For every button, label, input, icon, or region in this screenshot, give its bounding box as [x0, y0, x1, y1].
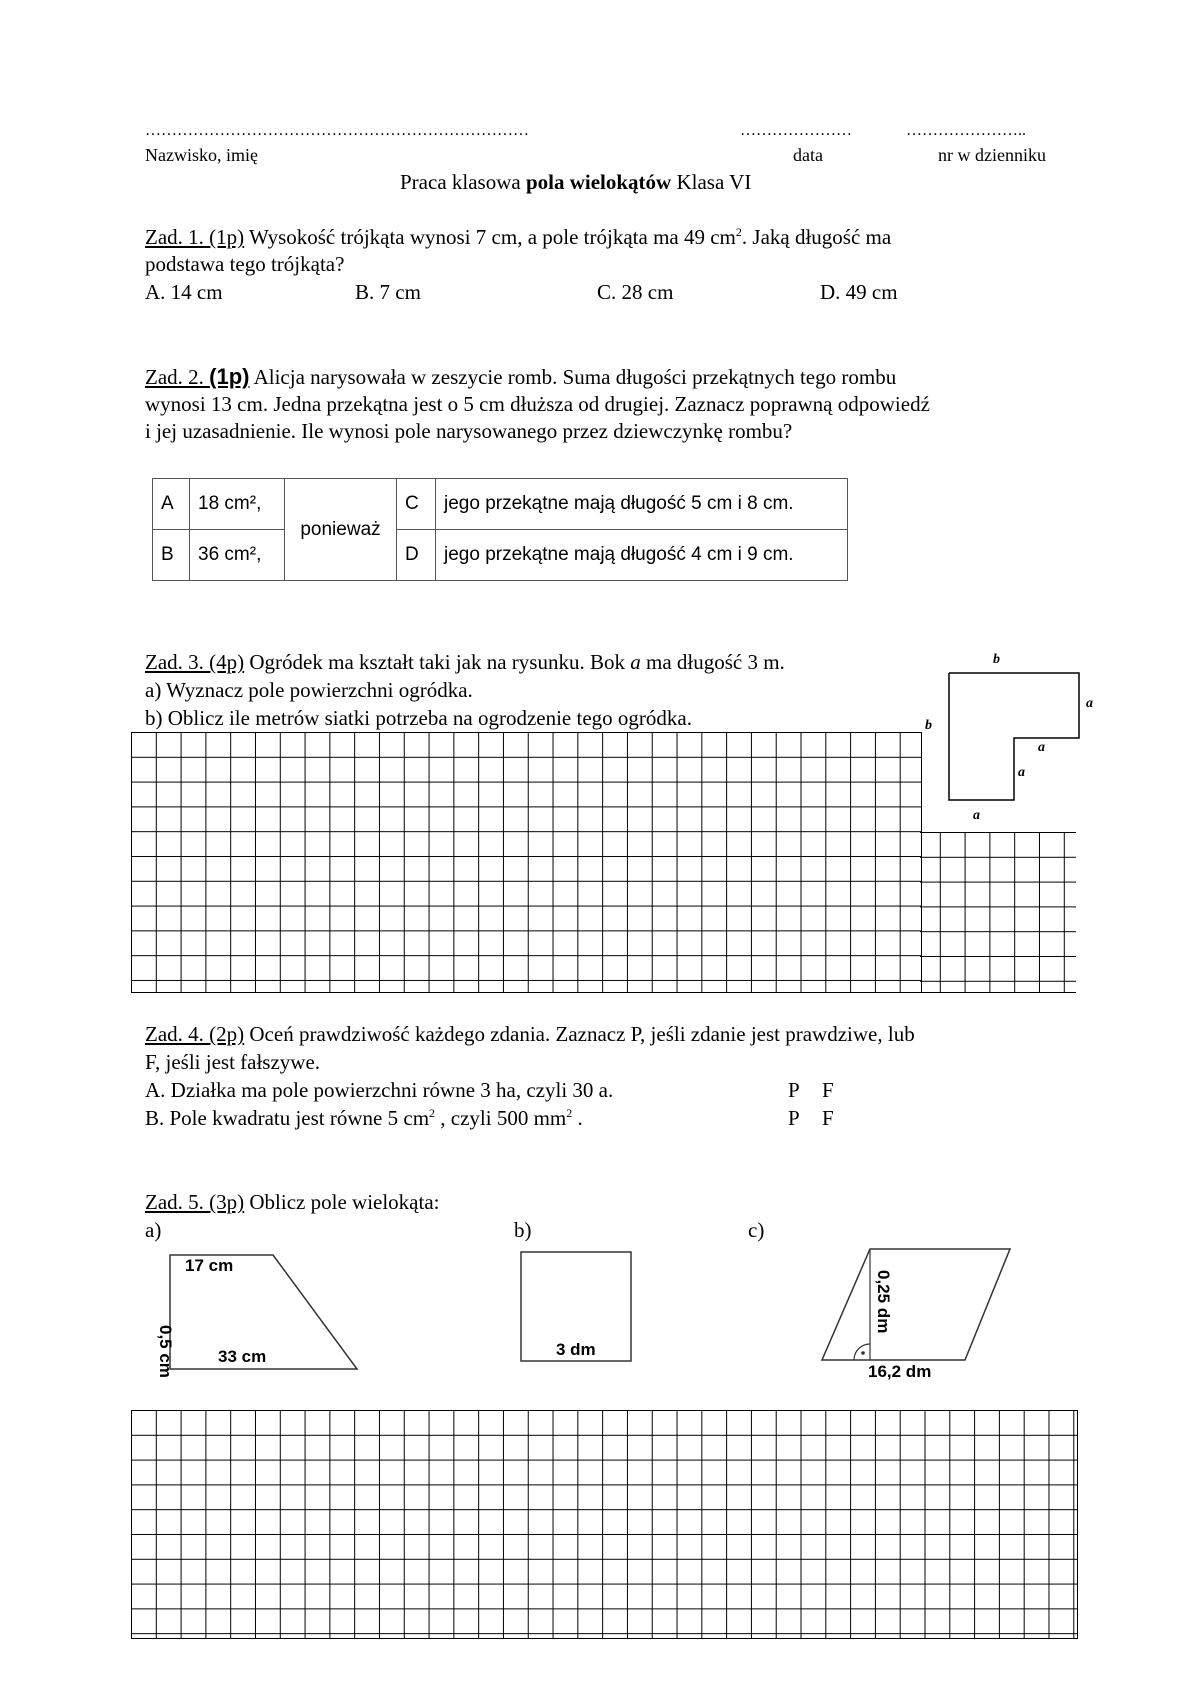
task4-item-b-p[interactable]: P: [788, 1106, 800, 1130]
square-bottom-label: 3 dm: [556, 1340, 596, 1359]
task1-answer-b[interactable]: B. 7 cm: [355, 280, 421, 304]
task3-line1: Zad. 3. (4p) Ogródek ma kształt taki jak na rysunku. Bok a ma długość 3 m.: [145, 650, 785, 674]
trapezoid-side-label: 0,5 cm: [156, 1325, 175, 1378]
task2-line1: Zad. 2. (1p) Alicja narysowała w zeszycie romb. Suma długości przekątnych tego rombu: [145, 364, 897, 389]
task1-answer-a[interactable]: A. 14 cm: [145, 280, 223, 304]
task4-item-b: B. Pole kwadratu jest równe 5 $cm^2$ , czyli 500 $mm^2$ .: [145, 1106, 583, 1130]
garden-outline: [949, 673, 1079, 800]
date-label: data: [793, 145, 823, 165]
task1-answer-c[interactable]: C. 28 cm: [597, 280, 674, 304]
nr-dots[interactable]: …………………..: [906, 122, 1026, 139]
date-dots[interactable]: …………………: [740, 122, 852, 139]
garden-figure: [915, 648, 1100, 833]
option-a-value[interactable]: 18 cm²,: [190, 479, 285, 530]
task4-line1: Zad. 4. (2p) Oceń prawdziwość każdego zdania. Zaznacz P, jeśli zdanie jest prawdziwe, lub: [145, 1022, 915, 1046]
task5-part-a: a): [145, 1218, 162, 1242]
parallelogram-shape: [822, 1249, 1010, 1360]
task1-line2: podstawa tego trójkąta?: [145, 252, 345, 276]
page-title: Praca klasowa pola wielokątów Klasa VI: [400, 170, 752, 194]
option-b-letter[interactable]: B: [153, 530, 190, 581]
option-a-letter[interactable]: A: [153, 479, 190, 530]
task4-item-a-f[interactable]: F: [822, 1078, 834, 1102]
task5-part-b: b): [514, 1218, 532, 1242]
option-d-text[interactable]: jego przekątne mają długość 4 cm i 9 cm.: [436, 530, 848, 581]
parallelogram-bottom-label: 16,2 dm: [868, 1362, 932, 1381]
task3-line3: b) Oblicz ile metrów siatki potrzeba na ogrodzenie tego ogródka.: [145, 706, 692, 730]
task4-item-a: A. Działka ma pole powierzchni równe 3 ha, czyli 30 a.: [145, 1078, 614, 1102]
task3-answer-grid-right[interactable]: [920, 832, 1076, 993]
task1-answer-d[interactable]: D. 49 cm: [820, 280, 898, 304]
task3-answer-grid-left[interactable]: [131, 732, 922, 993]
task5-label: Zad. 5. (3p): [145, 1190, 245, 1214]
task3-line2: a) Wyznacz pole powierzchni ogródka.: [145, 678, 473, 702]
task2-answer-table: [152, 478, 848, 581]
trapezoid-top-label: 17 cm: [185, 1256, 234, 1275]
task4-item-a-p[interactable]: P: [788, 1078, 800, 1102]
task4-item-b-f[interactable]: F: [822, 1106, 834, 1130]
option-c-text[interactable]: jego przekątne mają długość 5 cm i 8 cm.: [436, 479, 848, 530]
label-inner-h-a: a: [1038, 740, 1045, 755]
parallelogram-height-label: 0,25 dm: [874, 1270, 893, 1334]
task5-part-c: c): [748, 1218, 765, 1242]
because-cell: ponieważ: [285, 479, 397, 581]
label-top-b: b: [993, 652, 1000, 667]
task5-answer-grid[interactable]: [131, 1410, 1078, 1639]
label-bottom-a: a: [973, 808, 980, 823]
name-label: Nazwisko, imię: [145, 145, 258, 165]
task4-label: Zad. 4. (2p): [145, 1022, 245, 1046]
task5-line1: Zad. 5. (3p) Oblicz pole wielokąta:: [145, 1190, 440, 1214]
task4-line2: F, jeśli jest fałszywe.: [145, 1050, 321, 1074]
task5-figures: [150, 1245, 1090, 1395]
option-c-letter[interactable]: C: [397, 479, 436, 530]
option-b-value[interactable]: 36 cm²,: [190, 530, 285, 581]
trapezoid-bottom-label: 33 cm: [218, 1347, 267, 1366]
task2-label: Zad. 2. (1p): [145, 364, 250, 389]
task1-label: Zad. 1. (1p): [145, 225, 245, 249]
name-dots[interactable]: ………………………………………………………………: [145, 122, 529, 139]
task2-line3: i jej uzasadnienie. Ile wynosi pole narysowanego przez dziewczynkę rombu?: [145, 419, 793, 443]
label-left-b: b: [925, 718, 932, 733]
label-inner-v-a: a: [1018, 765, 1025, 780]
task1-line1: Zad. 1. (1p) Wysokość trójkąta wynosi 7 cm, a pole trójkąta ma 49 $cm^2$. Jaką długość ma: [145, 225, 892, 249]
task3-label: Zad. 3. (4p): [145, 650, 245, 674]
label-right-a: a: [1086, 696, 1093, 711]
option-d-letter[interactable]: D: [397, 530, 436, 581]
nr-label: nr w dzienniku: [938, 145, 1046, 165]
task2-line2: wynosi 13 cm. Jedna przekątna jest o 5 cm dłuższa od drugiej. Zaznacz poprawną odpowiedź: [145, 392, 930, 416]
